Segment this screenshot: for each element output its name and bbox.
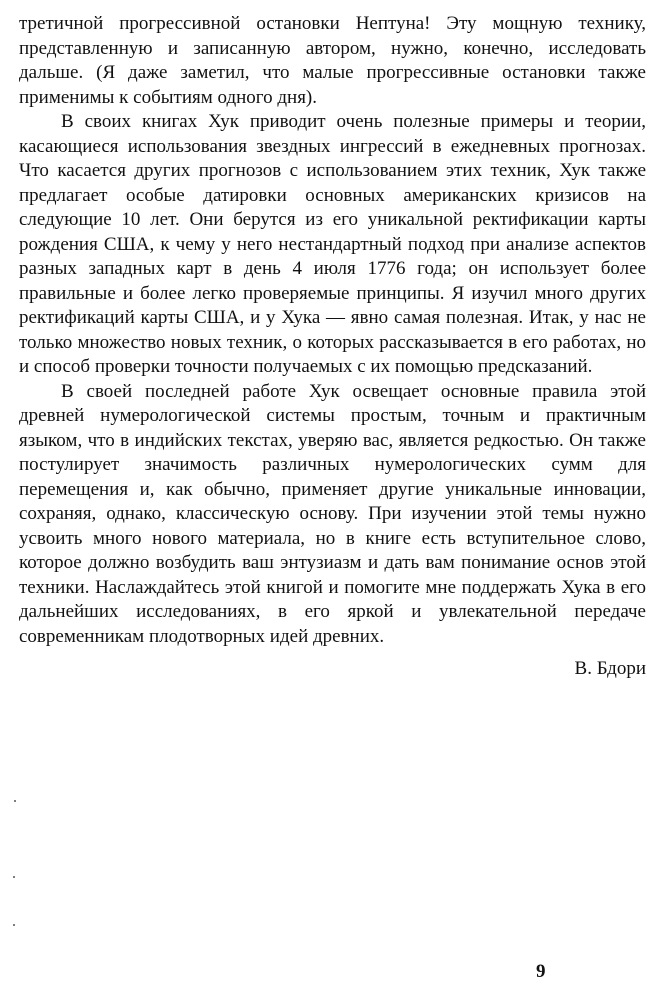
author-signature: В. Бдори bbox=[574, 658, 646, 679]
paragraph-continuation: третичной прогрессивной остановки Нептуна! Эту мощную технику, представленную и записанную автором, нужно, конечно, исследовать дальше. (Я даже заметил, что малые прогрессивные остановки также применимы к событиям одного дня). bbox=[19, 13, 646, 108]
page-body bbox=[19, 12, 646, 682]
paragraph-latest-work: В своей последней работе Хук освещает основные правила этой древней нумерологической системы простым, точным и практичным языком, что в индийских текстах, уверяю вас, является редкостью. Он также постулирует значимость различных нумерологических сумм для перемещения и, как обычно, применяет другие уникальные инновации, сохраняя, однако, классическую основу. При изучении этой темы нужно усвоить много нового материала, но в книге есть вступительное слово, которое должно возбудить ваш энтузиазм и дать вам понимание основ этой техники. Наслаждайтесь этой книгой и помогите мне поддержать Хука в его дальнейших исследованиях, в его яркой и увлекательной передаче современникам плодотворных идей древних. bbox=[19, 380, 646, 647]
page-number: 9 bbox=[536, 961, 546, 982]
paragraph-hook-books: В своих книгах Хук приводит очень полезные примеры и теории, касающиеся использования звездных ингрессий в ежедневных прогнозах. Что касается других прогнозов с использованием этих техник, Хук также предлагает особые датировки основных американских кризисов на следующие 10 лет. Они берутся из его уникальной ректификации карты рождения США, к чему у него нестандартный подход при анализе аспектов разных западных карт в день 4 июля 1776 года; он использует более правильные и более легко проверяемые принципы. Я изучил много других ректификаций карты США, и у Хука — явно самая полезная. Итак, у нас не только множество новых техник, о которых рассказывается в его работах, но и способ проверки точности получаемых с их помощью предсказаний. bbox=[19, 111, 646, 377]
scan-speck bbox=[13, 924, 15, 926]
scan-speck bbox=[14, 800, 16, 802]
scan-speck bbox=[13, 876, 15, 878]
